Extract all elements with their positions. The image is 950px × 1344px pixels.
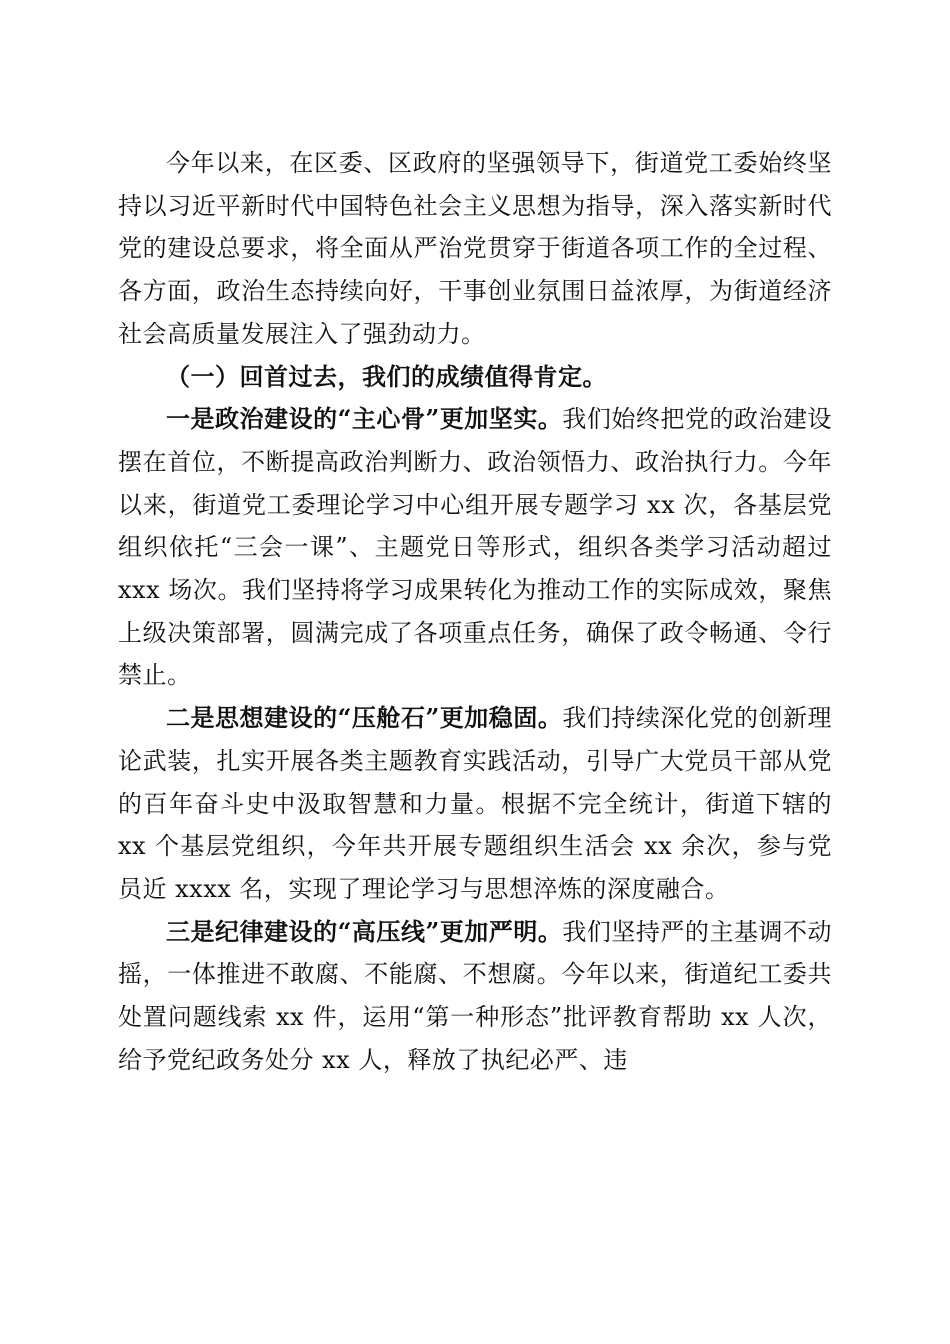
- document-page: [118, 142, 832, 1081]
- intro-paragraph: 今年以来，在区委、区政府的坚强领导下，街道党工委始终坚持以习近平新时代中国特色社会主义思想为指导，深入落实新时代党的建设总要求，将全面从严治党贯穿于街道各项工作的全过程、各方面，政治生态持续向好，干事创业氛围日益浓厚，为街道经济社会高质量发展注入了强劲动力。: [118, 149, 832, 348]
- point-paragraph-1: [118, 398, 832, 697]
- point-paragraph-3: [118, 911, 832, 1082]
- point-paragraph-2: [118, 697, 832, 911]
- point-lead-1: 一是政治建设的“主心骨”更加坚实。: [166, 404, 563, 434]
- point-lead-3: 三是纪律建设的“高压线”更加严明。: [166, 916, 563, 946]
- point-body-3: 我们坚持严的主基调不动摇，一体推进不敢腐、不能腐、不想腐。今年以来，街道纪工委共处置问题线索 xx 件，运用“第一种形态”批评教育帮助 xx 人次，给予党纪政务处分 xx 人，释放了执纪必严、违: [118, 917, 833, 1074]
- section-heading: （一）回首过去，我们的成绩值得肯定。: [166, 361, 607, 391]
- point-body-1: 我们始终把党的政治建设摆在首位，不断提高政治判断力、政治领悟力、政治执行力。今年以来，街道党工委理论学习中心组开展专题学习 xx 次，各基层党组织依托“三会一课”、主题党日等形式，组织各类学习活动超过 xxx 场次。我们坚持将学习成果转化为推动工作的实际成效，聚焦上级决策部署，圆满完成了各项重点任务，确保了政令畅通、令行禁止。: [118, 405, 833, 690]
- point-body-2: 我们持续深化党的创新理论武装，扎实开展各类主题教育实践活动，引导广大党员干部从党的百年奋斗史中汲取智慧和力量。根据不完全统计，街道下辖的 xx 个基层党组织，今年共开展专题组织生活会 xx 余次，参与党员近 xxxx 名，实现了理论学习与思想淬炼的深度融合。: [118, 704, 833, 903]
- point-lead-2: 二是思想建设的“压舱石”更加稳固。: [166, 703, 563, 733]
